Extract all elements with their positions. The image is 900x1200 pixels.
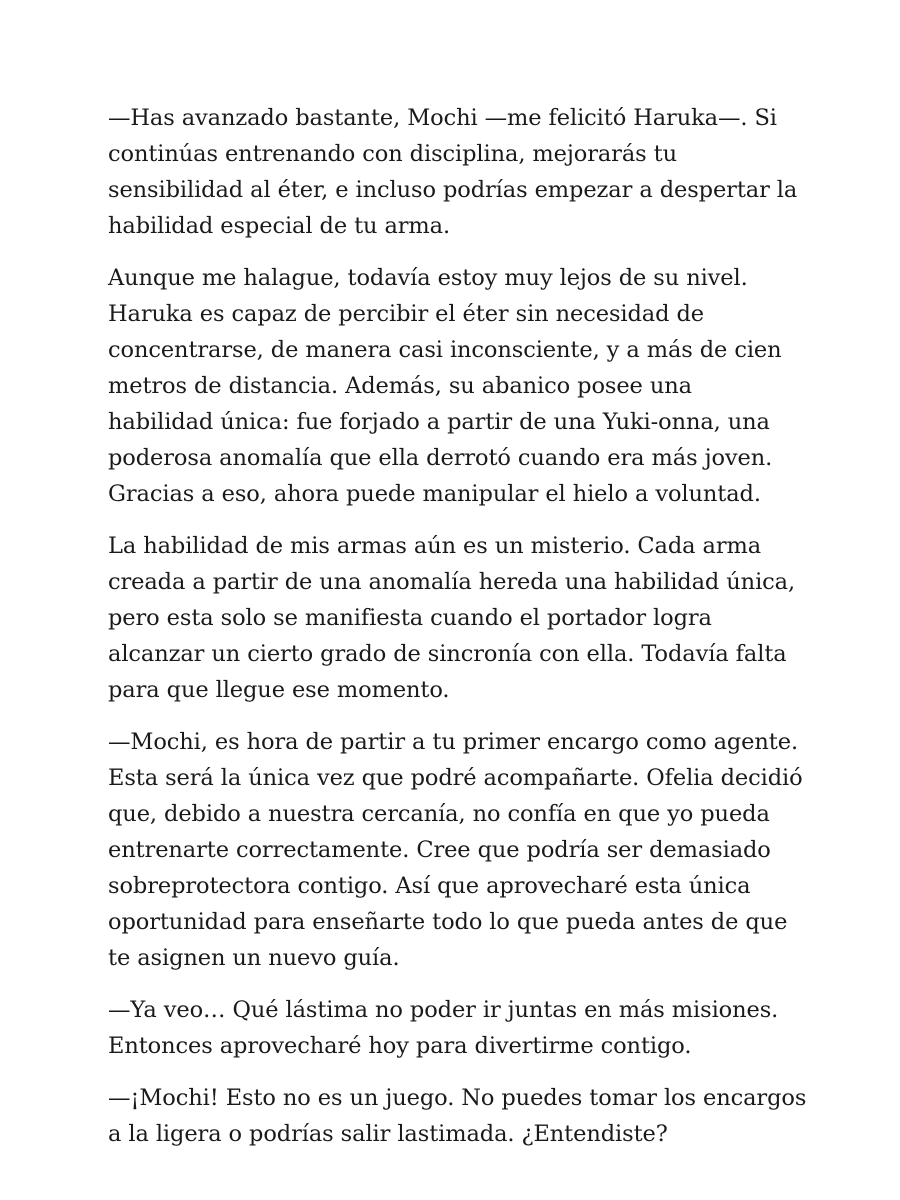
text-line: poderosa anomalía que ella derrotó cuando era más joven.	[108, 445, 773, 471]
text-line: oportunidad para enseñarte todo lo que pueda antes de que	[108, 909, 788, 935]
document-page	[108, 100, 808, 1168]
text-line: habilidad única: fue forjado a partir de una Yuki-onna, una	[108, 409, 770, 435]
text-line: —¡Mochi! Esto no es un juego. No puedes tomar los encargos	[108, 1085, 807, 1111]
text-line: —Ya veo… Qué lástima no poder ir juntas en más misiones.	[108, 997, 779, 1023]
text-line: Aunque me halague, todavía estoy muy lejos de su nivel.	[108, 265, 748, 291]
paragraph-5	[108, 992, 808, 1064]
text-line: sobreprotectora contigo. Así que aprovecharé esta única	[108, 873, 751, 899]
text-line: habilidad especial de tu arma.	[108, 213, 451, 239]
paragraph-4	[108, 724, 808, 976]
text-line: —Has avanzado bastante, Mochi —me felicitó Haruka—. Si	[108, 105, 777, 131]
text-line: para que llegue ese momento.	[108, 677, 450, 703]
text-line: metros de distancia. Además, su abanico posee una	[108, 373, 692, 399]
text-line: pero esta solo se manifiesta cuando el portador logra	[108, 605, 712, 631]
text-line: sensibilidad al éter, e incluso podrías empezar a despertar la	[108, 177, 798, 203]
text-line: Esta será la única vez que podré acompañarte. Ofelia decidió	[108, 765, 803, 791]
text-line: te asignen un nuevo guía.	[108, 945, 400, 971]
text-line: Gracias a eso, ahora puede manipular el hielo a voluntad.	[108, 481, 761, 507]
text-line: a la ligera o podrías salir lastimada. ¿Entendiste?	[108, 1121, 668, 1147]
text-line: entrenarte correctamente. Cree que podría ser demasiado	[108, 837, 771, 863]
text-line: creada a partir de una anomalía hereda una habilidad única,	[108, 569, 796, 595]
paragraph-2	[108, 260, 808, 512]
text-line: Haruka es capaz de percibir el éter sin necesidad de	[108, 301, 704, 327]
paragraph-1	[108, 100, 808, 244]
text-line: concentrarse, de manera casi inconsciente, y a más de cien	[108, 337, 782, 363]
text-line: —Mochi, es hora de partir a tu primer encargo como agente.	[108, 729, 798, 755]
text-line: que, debido a nuestra cercanía, no confía en que yo pueda	[108, 801, 770, 827]
text-line: continúas entrenando con disciplina, mejorarás tu	[108, 141, 677, 167]
text-line: Entonces aprovecharé hoy para divertirme contigo.	[108, 1033, 692, 1059]
paragraph-3	[108, 528, 808, 708]
text-line: alcanzar un cierto grado de sincronía con ella. Todavía falta	[108, 641, 787, 667]
paragraph-6	[108, 1080, 808, 1152]
text-line: La habilidad de mis armas aún es un misterio. Cada arma	[108, 533, 762, 559]
